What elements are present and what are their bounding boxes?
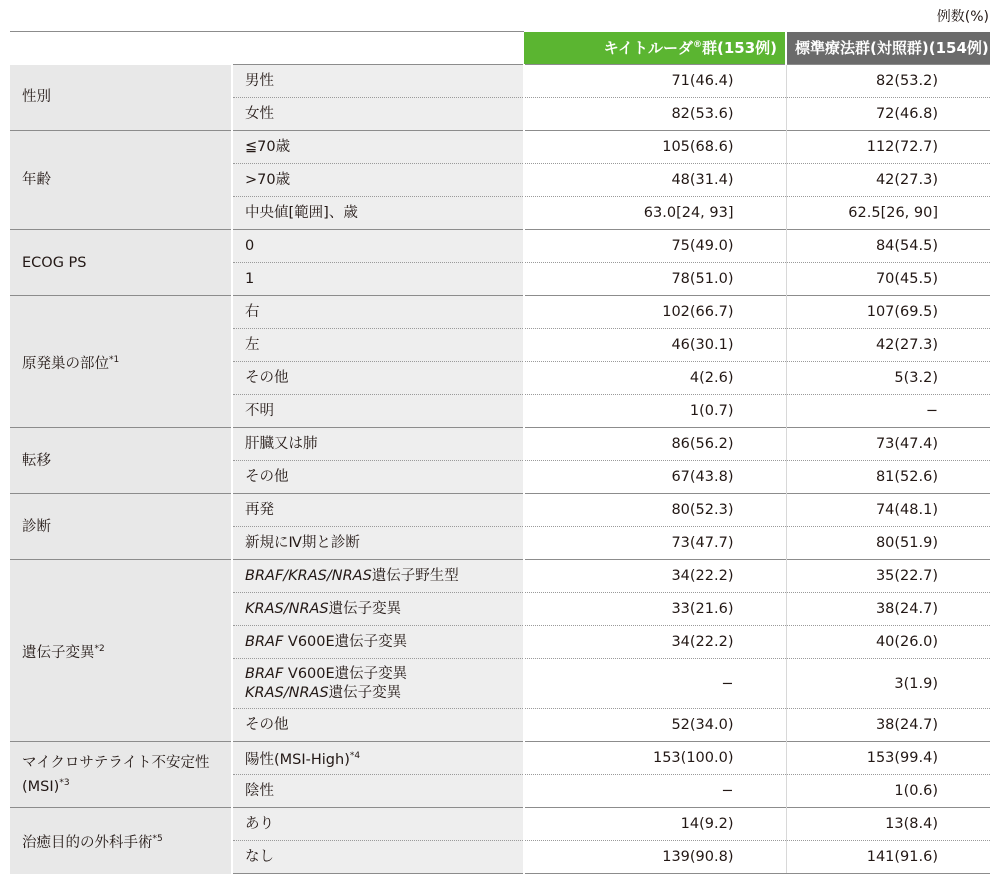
registered-mark: ®	[692, 40, 702, 51]
category-label: 遺伝子変異	[22, 644, 95, 661]
keytruda-value: 34(22.2)	[524, 626, 786, 659]
item-label: V600E遺伝子変異	[283, 633, 408, 650]
keytruda-value: 34(22.2)	[524, 560, 786, 593]
item-cell	[232, 65, 524, 98]
item-cell	[232, 230, 524, 263]
item-label: 右	[245, 303, 260, 320]
header-keytruda	[524, 32, 786, 65]
keytruda-value: 52(34.0)	[524, 709, 786, 742]
item-cell	[232, 395, 524, 428]
item-cell	[232, 742, 524, 775]
footnote-mark: *3	[59, 777, 70, 788]
table-row	[10, 494, 990, 527]
category-label: 転移	[22, 452, 51, 469]
category-cell	[10, 131, 232, 230]
standard-value: 42(27.3)	[786, 329, 990, 362]
standard-value: 72(46.8)	[786, 98, 990, 131]
footnote-mark: *1	[109, 354, 120, 365]
category-cell	[10, 742, 232, 808]
standard-value: 5(3.2)	[786, 362, 990, 395]
item-label: 左	[245, 336, 260, 353]
item-label: 遺伝子変異	[328, 684, 402, 701]
standard-value: 70(45.5)	[786, 263, 990, 296]
category-label: ECOG PS	[22, 254, 87, 271]
standard-value: 73(47.4)	[786, 428, 990, 461]
keytruda-value: 78(51.0)	[524, 263, 786, 296]
standard-value: 107(69.5)	[786, 296, 990, 329]
table-header-row	[10, 32, 990, 65]
item-label: 中央値[範囲]、歳	[245, 204, 358, 221]
keytruda-value: 1(0.7)	[524, 395, 786, 428]
keytruda-value: 153(100.0)	[524, 742, 786, 775]
category-label-line2: (MSI)	[22, 778, 60, 795]
footnote-mark: *4	[349, 750, 361, 761]
keytruda-value: 48(31.4)	[524, 164, 786, 197]
table-row	[10, 230, 990, 263]
item-cell	[232, 626, 524, 659]
item-cell	[232, 131, 524, 164]
item-label: 陽性(MSI-High)	[245, 751, 350, 768]
item-label: ≦70歳	[245, 138, 291, 155]
item-cell	[232, 527, 524, 560]
standard-value: 84(54.5)	[786, 230, 990, 263]
table-row	[10, 65, 990, 98]
category-cell	[10, 560, 232, 742]
keytruda-value: 75(49.0)	[524, 230, 786, 263]
item-cell	[232, 560, 524, 593]
item-cell	[232, 329, 524, 362]
keytruda-value: 86(56.2)	[524, 428, 786, 461]
keytruda-value: 46(30.1)	[524, 329, 786, 362]
header-blank	[10, 32, 524, 65]
item-label: 肝臓又は肺	[245, 435, 318, 452]
keytruda-value: 63.0[24, 93]	[524, 197, 786, 230]
item-label: なし	[245, 848, 274, 865]
category-label: 性別	[22, 89, 51, 106]
category-cell	[10, 65, 232, 131]
patient-background-table	[10, 31, 990, 874]
table-row	[10, 296, 990, 329]
standard-value: 3(1.9)	[786, 659, 990, 709]
item-label: >70歳	[245, 171, 291, 188]
item-label: 陰性	[245, 782, 274, 799]
category-cell	[10, 428, 232, 494]
item-label: あり	[245, 815, 274, 832]
item-label-italic: BRAF	[245, 665, 284, 682]
keytruda-value: −	[524, 659, 786, 709]
standard-value: 153(99.4)	[786, 742, 990, 775]
category-label: 診断	[22, 518, 51, 535]
standard-value: 38(24.7)	[786, 593, 990, 626]
item-cell	[232, 841, 524, 874]
keytruda-value: 14(9.2)	[524, 808, 786, 841]
item-cell	[232, 362, 524, 395]
keytruda-value: 139(90.8)	[524, 841, 786, 874]
standard-value: 38(24.7)	[786, 709, 990, 742]
item-label: 1	[245, 270, 255, 287]
item-label-italic: BRAF	[245, 633, 284, 650]
keytruda-value: 33(21.6)	[524, 593, 786, 626]
standard-value: 81(52.6)	[786, 461, 990, 494]
header-keytruda-count: 群(153例)	[701, 39, 777, 58]
item-label: 0	[245, 237, 255, 254]
category-label: マイクロサテライト不安定性	[22, 754, 210, 771]
header-keytruda-name: キイトルーダ	[603, 39, 693, 58]
keytruda-value: 82(53.6)	[524, 98, 786, 131]
item-label: 遺伝子野生型	[371, 567, 459, 584]
item-label: その他	[245, 716, 289, 733]
unit-label: 例数(%)	[936, 9, 989, 25]
standard-value: 40(26.0)	[786, 626, 990, 659]
standard-value: 82(53.2)	[786, 65, 990, 98]
category-cell	[10, 230, 232, 296]
item-label: 女性	[245, 105, 274, 122]
footnote-mark: *2	[94, 643, 105, 654]
item-label: 不明	[245, 402, 274, 419]
table-row	[10, 560, 990, 593]
table-row	[10, 131, 990, 164]
table-body	[10, 65, 990, 874]
standard-value: 112(72.7)	[786, 131, 990, 164]
category-cell	[10, 808, 232, 874]
item-cell	[232, 164, 524, 197]
standard-value: 42(27.3)	[786, 164, 990, 197]
keytruda-value: 71(46.4)	[524, 65, 786, 98]
standard-value: −	[786, 395, 990, 428]
item-label-italic: KRAS/NRAS	[245, 600, 329, 617]
standard-value: 74(48.1)	[786, 494, 990, 527]
standard-value: 35(22.7)	[786, 560, 990, 593]
standard-value: 13(8.4)	[786, 808, 990, 841]
item-cell	[232, 494, 524, 527]
keytruda-value: 73(47.7)	[524, 527, 786, 560]
item-cell	[232, 659, 524, 709]
item-cell	[232, 709, 524, 742]
item-label-italic: KRAS/NRAS	[245, 684, 329, 701]
standard-value: 62.5[26, 90]	[786, 197, 990, 230]
standard-value: 1(0.6)	[786, 775, 990, 808]
header-standard: 標準療法群(対照群)(154例)	[786, 32, 990, 65]
category-cell	[10, 296, 232, 428]
footnote-mark: *5	[152, 833, 163, 844]
keytruda-value: 80(52.3)	[524, 494, 786, 527]
table-row	[10, 742, 990, 775]
standard-value: 141(91.6)	[786, 841, 990, 874]
item-label: その他	[245, 468, 289, 485]
item-label-italic: BRAF/KRAS/NRAS	[245, 567, 372, 584]
table-row	[10, 428, 990, 461]
item-cell	[232, 98, 524, 131]
item-cell	[232, 263, 524, 296]
item-cell	[232, 775, 524, 808]
category-cell	[10, 494, 232, 560]
keytruda-value: −	[524, 775, 786, 808]
item-label: 新規にⅣ期と診断	[245, 534, 360, 551]
item-label: 再発	[245, 501, 274, 518]
item-label: 男性	[245, 72, 274, 89]
item-cell	[232, 296, 524, 329]
category-label: 原発巣の部位	[22, 355, 109, 372]
keytruda-value: 102(66.7)	[524, 296, 786, 329]
item-cell	[232, 808, 524, 841]
item-cell	[232, 428, 524, 461]
item-label: V600E遺伝子変異	[283, 665, 408, 682]
item-label: 遺伝子変異	[328, 600, 402, 617]
item-cell	[232, 461, 524, 494]
item-cell	[232, 197, 524, 230]
keytruda-value: 4(2.6)	[524, 362, 786, 395]
keytruda-value: 105(68.6)	[524, 131, 786, 164]
standard-value: 80(51.9)	[786, 527, 990, 560]
item-cell	[232, 593, 524, 626]
category-label: 年齢	[22, 172, 51, 188]
table-row	[10, 808, 990, 841]
keytruda-value: 67(43.8)	[524, 461, 786, 494]
category-label: 治癒目的の外科手術	[22, 834, 153, 851]
item-label: その他	[245, 369, 289, 386]
